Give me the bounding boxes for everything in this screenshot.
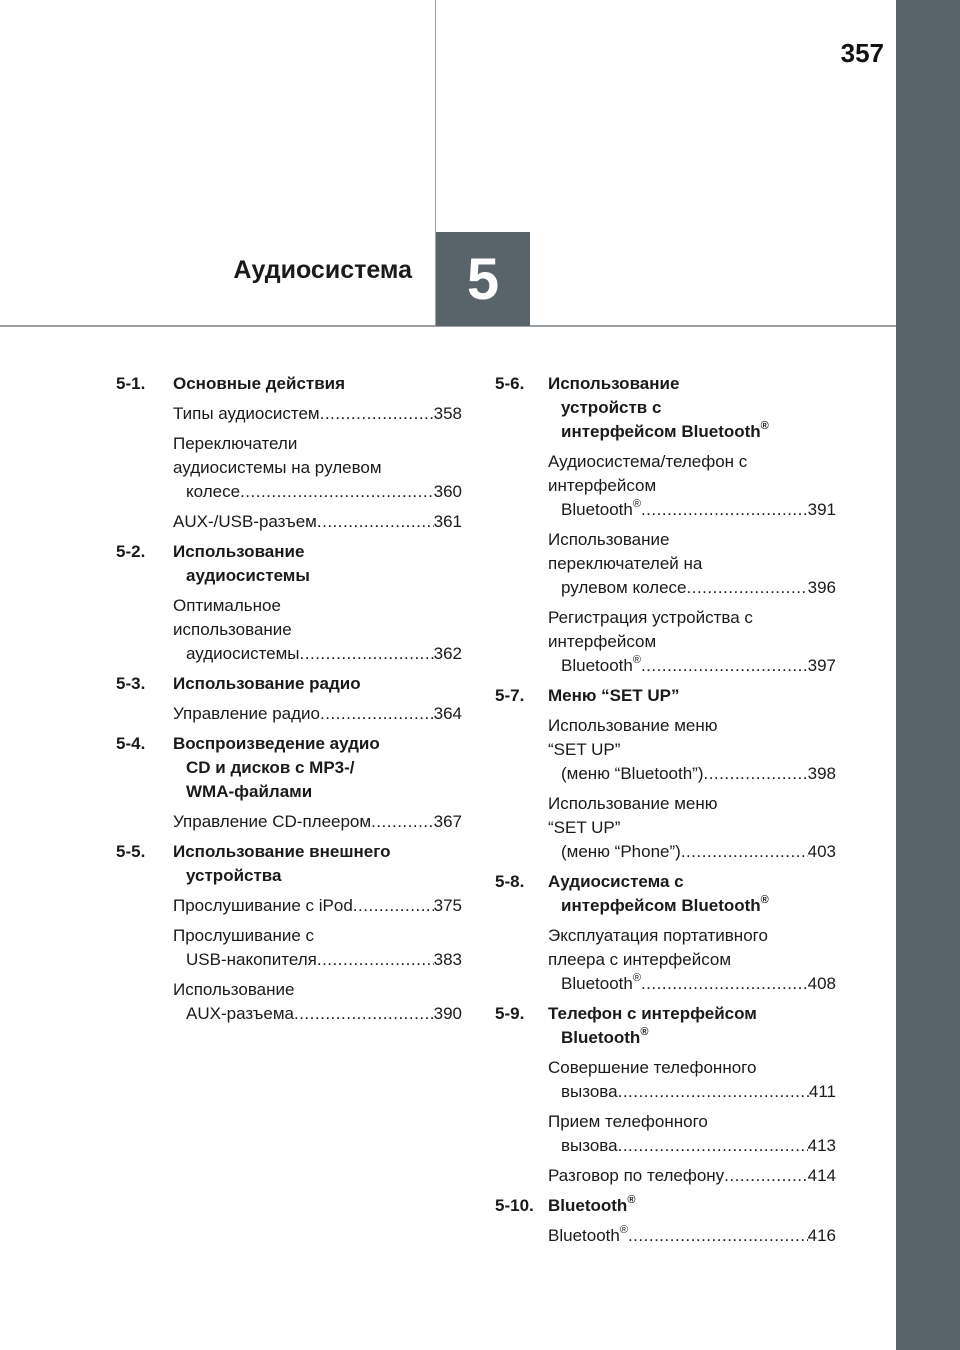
entry-last-line (548, 498, 836, 522)
entry-text-line: Регистрация устройства с (548, 608, 753, 627)
toc-section (495, 684, 836, 708)
toc-section (116, 840, 462, 888)
toc-entry[interactable] (173, 978, 462, 1026)
section-number: 5-9. (495, 1004, 525, 1023)
chapter-number: 5 (466, 246, 500, 312)
dot-leader (724, 1164, 807, 1188)
entry-text-line: Использование меню (548, 794, 718, 813)
section-number: 5-4. (116, 734, 146, 753)
entry-text-line: “SET UP” (548, 740, 621, 759)
entry-last-line (173, 510, 462, 534)
entry-text-line: интерфейсом (548, 476, 657, 495)
dot-leader (641, 498, 808, 522)
toc-entry[interactable] (548, 606, 836, 678)
section-title: Аудиосистема с интерфейсом Bluetooth® (548, 872, 769, 915)
entry-page-number: 411 (808, 1082, 836, 1101)
toc-entry[interactable] (548, 450, 836, 522)
registered-mark: ® (632, 654, 641, 666)
toc-section (116, 672, 462, 696)
toc-entry[interactable] (173, 402, 462, 426)
section-title: Основные действия (173, 374, 346, 393)
entry-text: AUX-/USB-разъем (173, 512, 317, 531)
dot-leader (353, 894, 434, 918)
entry-last-line (548, 576, 836, 600)
dot-leader (300, 642, 434, 666)
entry-text: Bluetooth® (548, 1224, 628, 1245)
entry-last-line (548, 1164, 836, 1188)
section-number: 5-7. (495, 686, 525, 705)
entry-text-line: Эксплуатация портативного (548, 926, 768, 945)
section-number: 5-10. (495, 1196, 534, 1215)
dot-leader (687, 576, 808, 600)
entry-page-number: 413 (807, 1136, 836, 1155)
dot-leader (317, 510, 434, 534)
toc-entry[interactable] (548, 1224, 836, 1248)
section-number: 5-1. (116, 374, 146, 393)
entry-text: Прослушивание с iPod (173, 896, 353, 915)
section-number: 5-2. (116, 542, 146, 561)
entry-text-line: использование (173, 620, 292, 639)
dot-leader (320, 702, 434, 726)
entry-last-line (548, 972, 836, 996)
dot-leader (371, 810, 434, 834)
toc-section (116, 540, 462, 588)
section-title: Телефон с интерфейсом Bluetooth® (548, 1004, 757, 1047)
entry-text-line: аудиосистемы на рулевом (173, 458, 382, 477)
chapter-side-tab (896, 0, 960, 1350)
dot-leader (618, 1134, 808, 1158)
entry-text: Bluetooth® (561, 972, 641, 993)
toc-entry[interactable] (548, 1056, 836, 1104)
entry-last-line (548, 654, 836, 678)
chapter-title: Аудиосистема (233, 256, 412, 284)
entry-text-line: Оптимальное (173, 596, 281, 615)
entry-text-line: Использование меню (548, 716, 718, 735)
entry-last-line (548, 1080, 836, 1104)
entry-text: аудиосистемы (186, 644, 300, 663)
entry-last-line (173, 480, 462, 504)
toc-entry[interactable] (173, 594, 462, 666)
entry-text-line: плеера с интерфейсом (548, 950, 732, 969)
section-title: Использование радио (173, 674, 361, 693)
entry-text: вызова (561, 1136, 618, 1155)
entry-text: Управление радио (173, 704, 321, 723)
toc-right-column (495, 372, 836, 1254)
entry-page-number: 364 (433, 704, 462, 723)
entry-text: Разговор по телефону (548, 1166, 725, 1185)
dot-leader (681, 840, 808, 864)
entry-text-line: Совершение телефонного (548, 1058, 757, 1077)
entry-last-line (173, 894, 462, 918)
entry-page-number: 383 (433, 950, 462, 969)
entry-last-line (173, 948, 462, 972)
toc-left-column (116, 372, 462, 1032)
toc-entry[interactable] (173, 702, 462, 726)
registered-mark: ® (619, 1224, 628, 1236)
toc-entry[interactable] (548, 528, 836, 600)
entry-text: Bluetooth® (561, 654, 641, 675)
toc-section (495, 1002, 836, 1050)
dot-leader (641, 972, 808, 996)
entry-last-line (548, 762, 836, 786)
dot-leader (628, 1224, 808, 1248)
toc-section (116, 372, 462, 396)
registered-mark: ® (760, 420, 769, 432)
entry-text: колесе (186, 482, 241, 501)
toc-entry[interactable] (173, 510, 462, 534)
toc-entry[interactable] (548, 1110, 836, 1158)
toc-entry[interactable] (173, 810, 462, 834)
section-title: Использование аудиосистемы (173, 542, 310, 585)
entry-last-line (173, 702, 462, 726)
entry-page-number: 375 (433, 896, 462, 915)
entry-text: вызова (561, 1082, 618, 1101)
toc-section (495, 1194, 836, 1218)
entry-page-number: 391 (807, 500, 836, 519)
dot-leader (320, 402, 434, 426)
entry-text-line: Прослушивание с (173, 926, 315, 945)
entry-text: Bluetooth® (561, 498, 641, 519)
entry-page-number: 358 (433, 404, 462, 423)
entry-last-line (548, 1134, 836, 1158)
entry-page-number: 416 (807, 1226, 836, 1245)
entry-text: USB-накопителя (186, 950, 317, 969)
chapter-number-box (436, 232, 530, 326)
page-number: 357 (840, 38, 884, 68)
entry-text-line: Прием телефонного (548, 1112, 708, 1131)
entry-text: Управление CD-плеером (173, 812, 372, 831)
entry-page-number: 397 (807, 656, 836, 675)
toc-section (495, 870, 836, 918)
entry-page-number: 362 (433, 644, 462, 663)
section-title: Использование внешнего устройства (173, 842, 391, 885)
registered-mark: ® (760, 894, 769, 906)
entry-page-number: 414 (807, 1166, 836, 1185)
toc-entry[interactable] (173, 894, 462, 918)
entry-text: (меню “Bluetooth”) (561, 764, 704, 783)
toc-entry[interactable] (173, 924, 462, 972)
registered-mark: ® (627, 1194, 636, 1206)
toc-entry[interactable] (548, 792, 836, 864)
entry-page-number: 408 (807, 974, 836, 993)
toc-section (495, 372, 836, 444)
section-number: 5-8. (495, 872, 525, 891)
entry-page-number: 390 (433, 1004, 462, 1023)
dot-leader (703, 762, 807, 786)
toc-section (116, 732, 462, 804)
dot-leader (240, 480, 434, 504)
entry-text-line: Переключатели (173, 434, 298, 453)
toc-entry[interactable] (173, 432, 462, 504)
section-number: 5-5. (116, 842, 146, 861)
section-title: Меню “SET UP” (548, 686, 680, 705)
entry-last-line (548, 1224, 836, 1248)
registered-mark: ® (640, 1026, 649, 1038)
dot-leader (294, 1002, 434, 1026)
entry-last-line (173, 402, 462, 426)
entry-page-number: 398 (807, 764, 836, 783)
dot-leader (641, 654, 808, 678)
entry-last-line (173, 810, 462, 834)
entry-page-number: 396 (807, 578, 836, 597)
toc-entry[interactable] (548, 714, 836, 786)
entry-text: рулевом колесе (561, 578, 687, 597)
registered-mark: ® (632, 972, 641, 984)
section-number: 5-6. (495, 374, 525, 393)
dot-leader (618, 1080, 809, 1104)
entry-text-line: переключателей на (548, 554, 703, 573)
entry-text: AUX-разъема (186, 1004, 294, 1023)
entry-last-line (173, 1002, 462, 1026)
entry-page-number: 403 (807, 842, 836, 861)
entry-page-number: 361 (433, 512, 462, 531)
entry-page-number: 367 (433, 812, 462, 831)
entry-last-line (548, 840, 836, 864)
toc-entry[interactable] (548, 1164, 836, 1188)
toc-entry[interactable] (548, 924, 836, 996)
entry-text-line: интерфейсом (548, 632, 657, 651)
entry-text: Типы аудиосистем (173, 404, 320, 423)
registered-mark: ® (632, 498, 641, 510)
section-title: Bluetooth® (548, 1194, 636, 1215)
entry-text: (меню “Phone”) (561, 842, 681, 861)
section-title: Использование устройств с интерфейсом Bluetooth® (548, 374, 769, 441)
entry-text-line: “SET UP” (548, 818, 621, 837)
entry-last-line (173, 642, 462, 666)
entry-page-number: 360 (433, 482, 462, 501)
dot-leader (317, 948, 434, 972)
section-number: 5-3. (116, 674, 146, 693)
entry-text-line: Использование (548, 530, 670, 549)
entry-text-line: Аудиосистема/телефон с (548, 452, 748, 471)
entry-text-line: Использование (173, 980, 295, 999)
section-title: Воспроизведение аудио CD и дисков с MP3-/ WMA-файлами (173, 734, 380, 801)
